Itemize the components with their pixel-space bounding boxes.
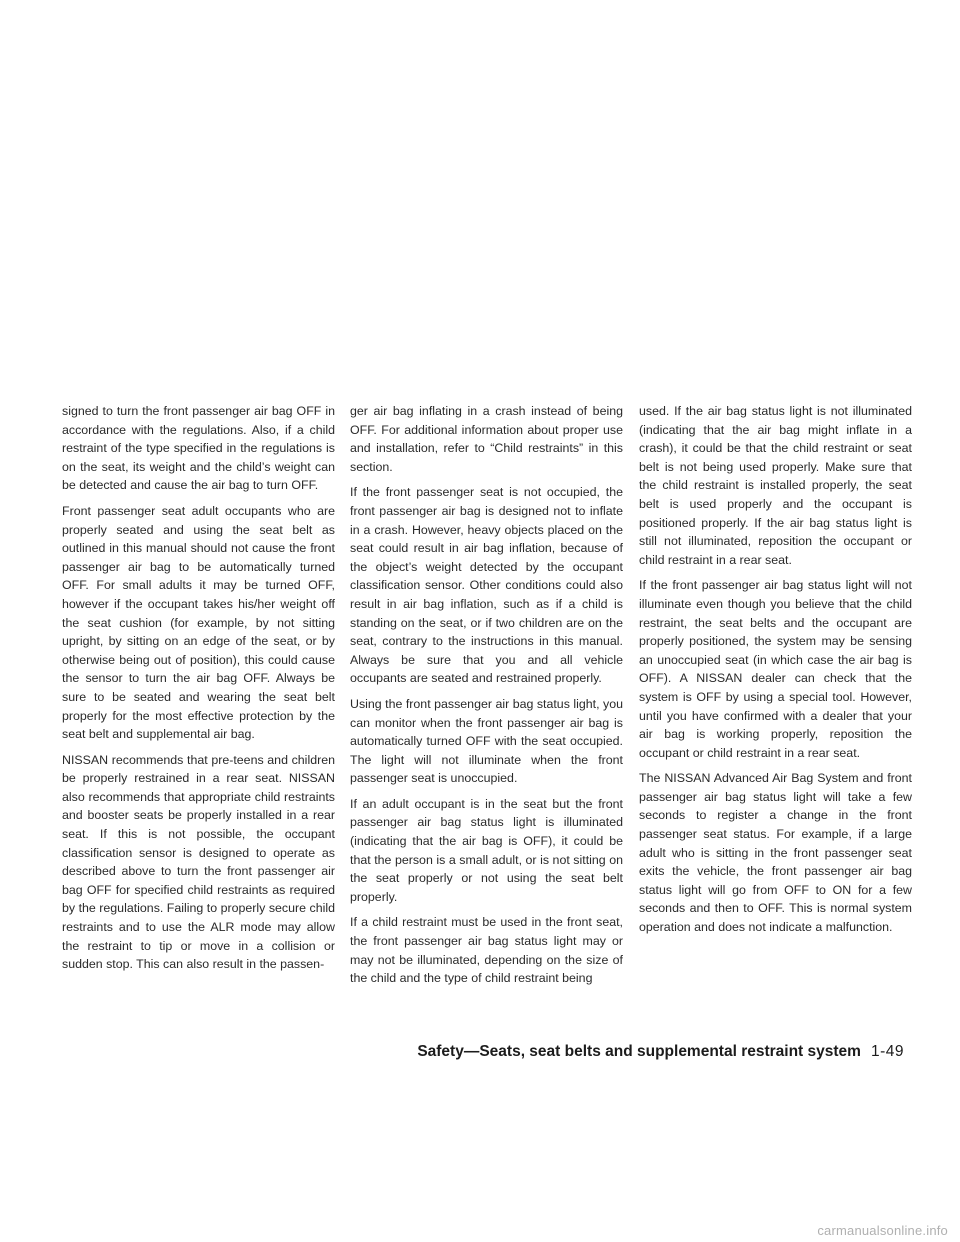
paragraph: signed to turn the front passenger air bag OFF in accordance with the regulations. Also, if a child restraint of the type specified in the regulations is on the seat, its weight and the child’s weight can be detected and cause the air bag to turn OFF. (62, 404, 335, 493)
paragraph: NISSAN recommends that pre-teens and children be properly restrained in a rear seat. NISSAN also recommends that appropriate child restraints and booster seats be properly installed in a rear seat. If this is not possible, the occupant classification sensor is designed to operate as described above to turn the front passenger air bag OFF for specified child restraints as required by the regulations. Failing to properly secure child restraints and to use the ALR mode may allow the restraint to tip or move in a collision or sudden stop. This can also result in the passen- (62, 752, 335, 972)
page-number: 1-49 (870, 1043, 904, 1060)
paragraph: If an adult occupant is in the seat but the front passenger air bag status light is illuminated (indicating that the air bag is OFF), it could be that the person is a small adult, or is not sitting on the seat properly or not using the seat belt properly. (350, 796, 623, 904)
paragraph: ger air bag inflating in a crash instead of being OFF. For additional information about proper use and installation, refer to “Child restraints” in this section. (350, 404, 623, 474)
paragraph: The NISSAN Advanced Air Bag System and front passenger air bag status light will take a few seconds to register a change in the front passenger seat status. For example, if a large adult who is sitting in the front passenger seat exits the vehicle, the front passenger air bag status light will go from OFF to ON for a few seconds and then to OFF. This is normal system operation and does not indicate a malfunction. (639, 771, 912, 935)
text-column-3 (639, 402, 912, 944)
paragraph: Front passenger seat adult occupants who are properly seated and using the seat belt as outlined in this manual should not cause the front passenger air bag to be automatically turned OFF. For small adults it may be turned OFF, however if the occupant takes his/her weight off the seat cushion (for example, by not sitting upright, by sitting on an edge of the seat, or by otherwise being out of position), this could cause the sensor to turn the air bag OFF. Always be sure to be seated and wearing the seat belt properly for the most effective protection by the seat belt and supplemental air bag. (62, 503, 335, 742)
text-column-2 (350, 402, 623, 995)
section-title: Safety—Seats, seat belts and supplemental restraint system (417, 1043, 861, 1060)
paragraph: If the front passenger seat is not occupied, the front passenger air bag is designed not to inflate in a crash. However, heavy objects placed on the seat could result in air bag inflation, because of the object’s weight detected by the occupant classification sensor. Other conditions could also result in air bag inflation, such as if a child is standing on the seat, or if two children are on the seat, contrary to the instructions in this manual. Always be sure that you and all vehicle occupants are seated and restrained properly. (350, 485, 623, 686)
watermark-link[interactable]: carmanualsonline.info (817, 1223, 948, 1238)
paragraph: If a child restraint must be used in the front seat, the front passenger air bag status light may or may not be illuminated, depending on the size of the child and the type of child restraint being (350, 915, 623, 986)
paragraph: Using the front passenger air bag status light, you can monitor when the front passenger air bag is automatically turned OFF with the seat occupied. The light will not illuminate when the front passenger seat is unoccupied. (350, 696, 623, 786)
page-footer (417, 1042, 904, 1062)
text-column-1 (62, 402, 335, 981)
paragraph: used. If the air bag status light is not illuminated (indicating that the air bag might inflate in a crash), it could be that the child restraint or seat belt is not being used properly. Make sure that the child restraint is installed properly, the seat belt is used properly and the occupant is positioned properly. If the air bag status light is still not illuminated, reposition the occupant or child restraint in a rear seat. (639, 404, 912, 567)
paragraph: If the front passenger air bag status light will not illuminate even though you believe that the child restraint, the seat belts and the occupant are properly positioned, the system may be sensing an unoccupied seat (in which case the air bag is OFF). A NISSAN dealer can check that the system is OFF by using a special tool. However, until you have confirmed with a dealer that your air bag is working properly, reposition the occupant or child restraint in a rear seat. (639, 578, 912, 760)
